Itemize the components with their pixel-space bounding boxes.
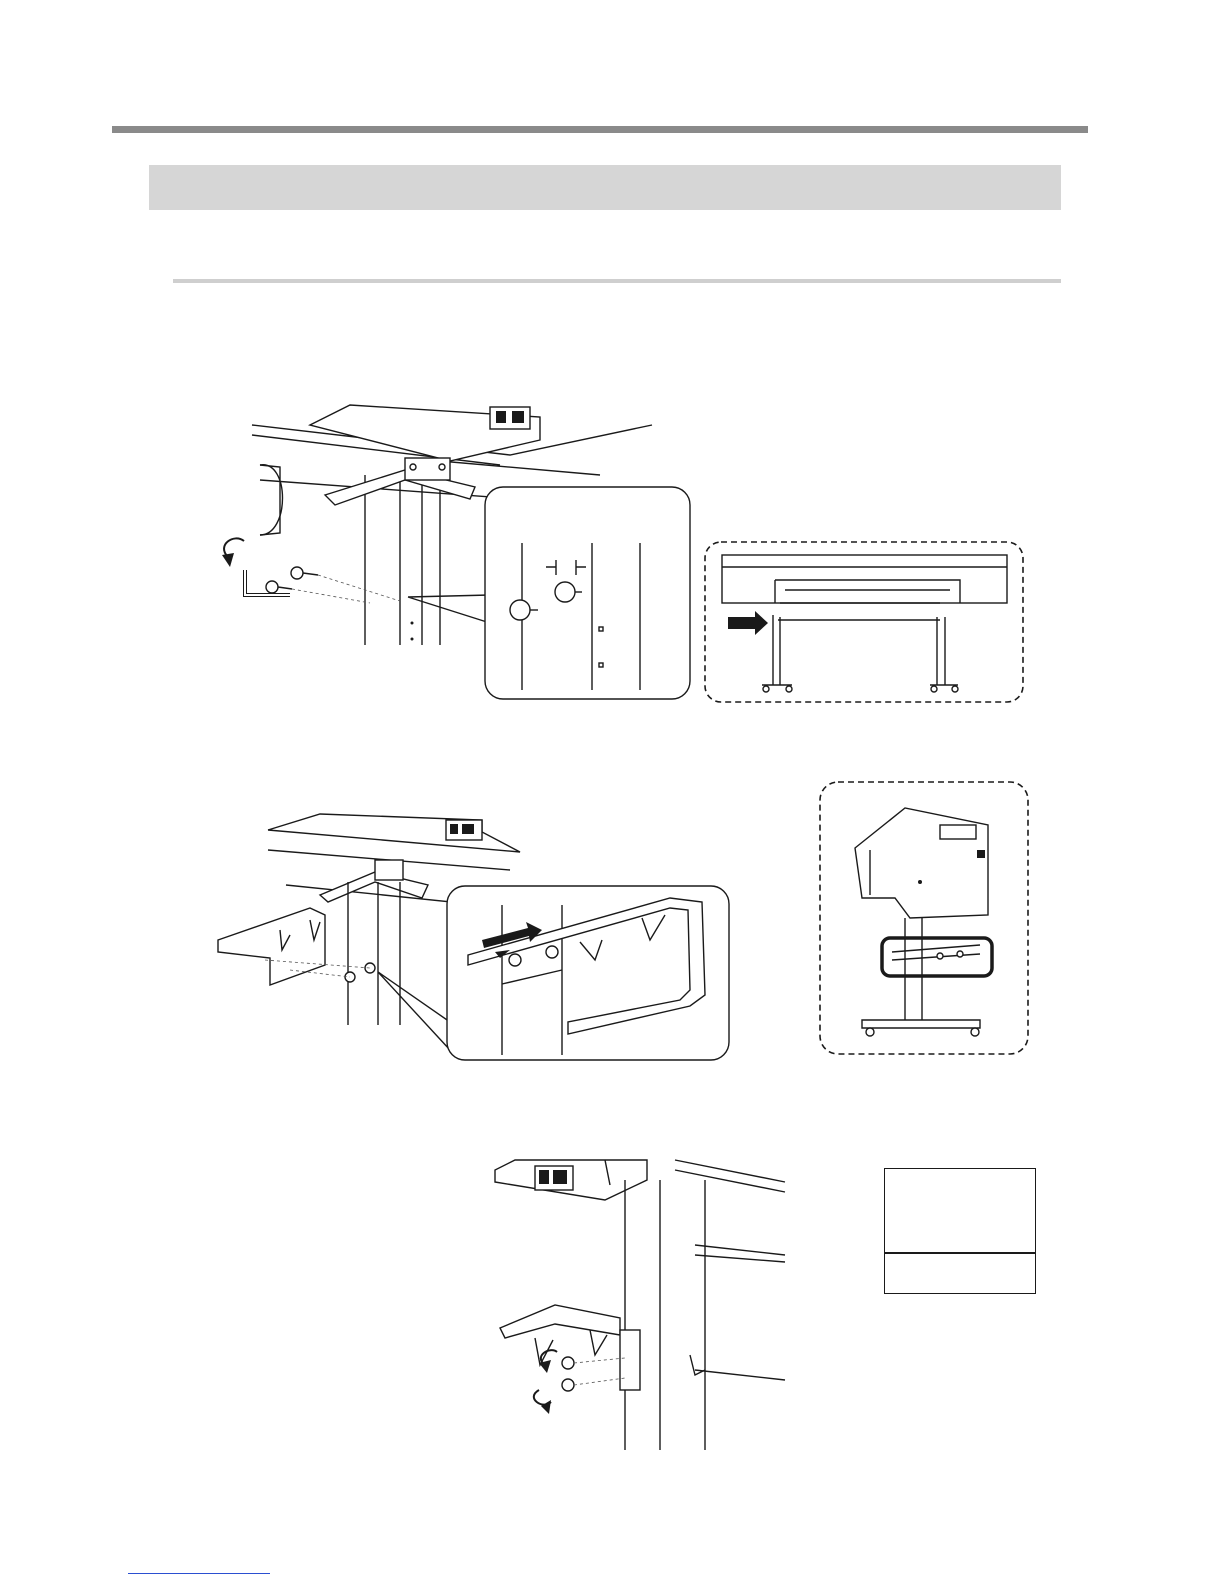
legend-box	[884, 1168, 1036, 1294]
page-link-underline[interactable]	[128, 1573, 270, 1574]
legend-divider	[884, 1252, 1036, 1254]
zoom-callout-1	[485, 487, 690, 699]
header-rule	[112, 126, 1088, 133]
figure-1-stand-assembly	[200, 395, 1040, 715]
zoom-callout-2	[447, 886, 729, 1060]
push-arrow-icon	[728, 611, 768, 635]
figure-2-bracket-attach	[210, 790, 1040, 1080]
figure-3-bracket-fasten	[495, 1160, 785, 1460]
subsection-rule	[173, 279, 1061, 283]
section-title-band	[149, 165, 1061, 210]
